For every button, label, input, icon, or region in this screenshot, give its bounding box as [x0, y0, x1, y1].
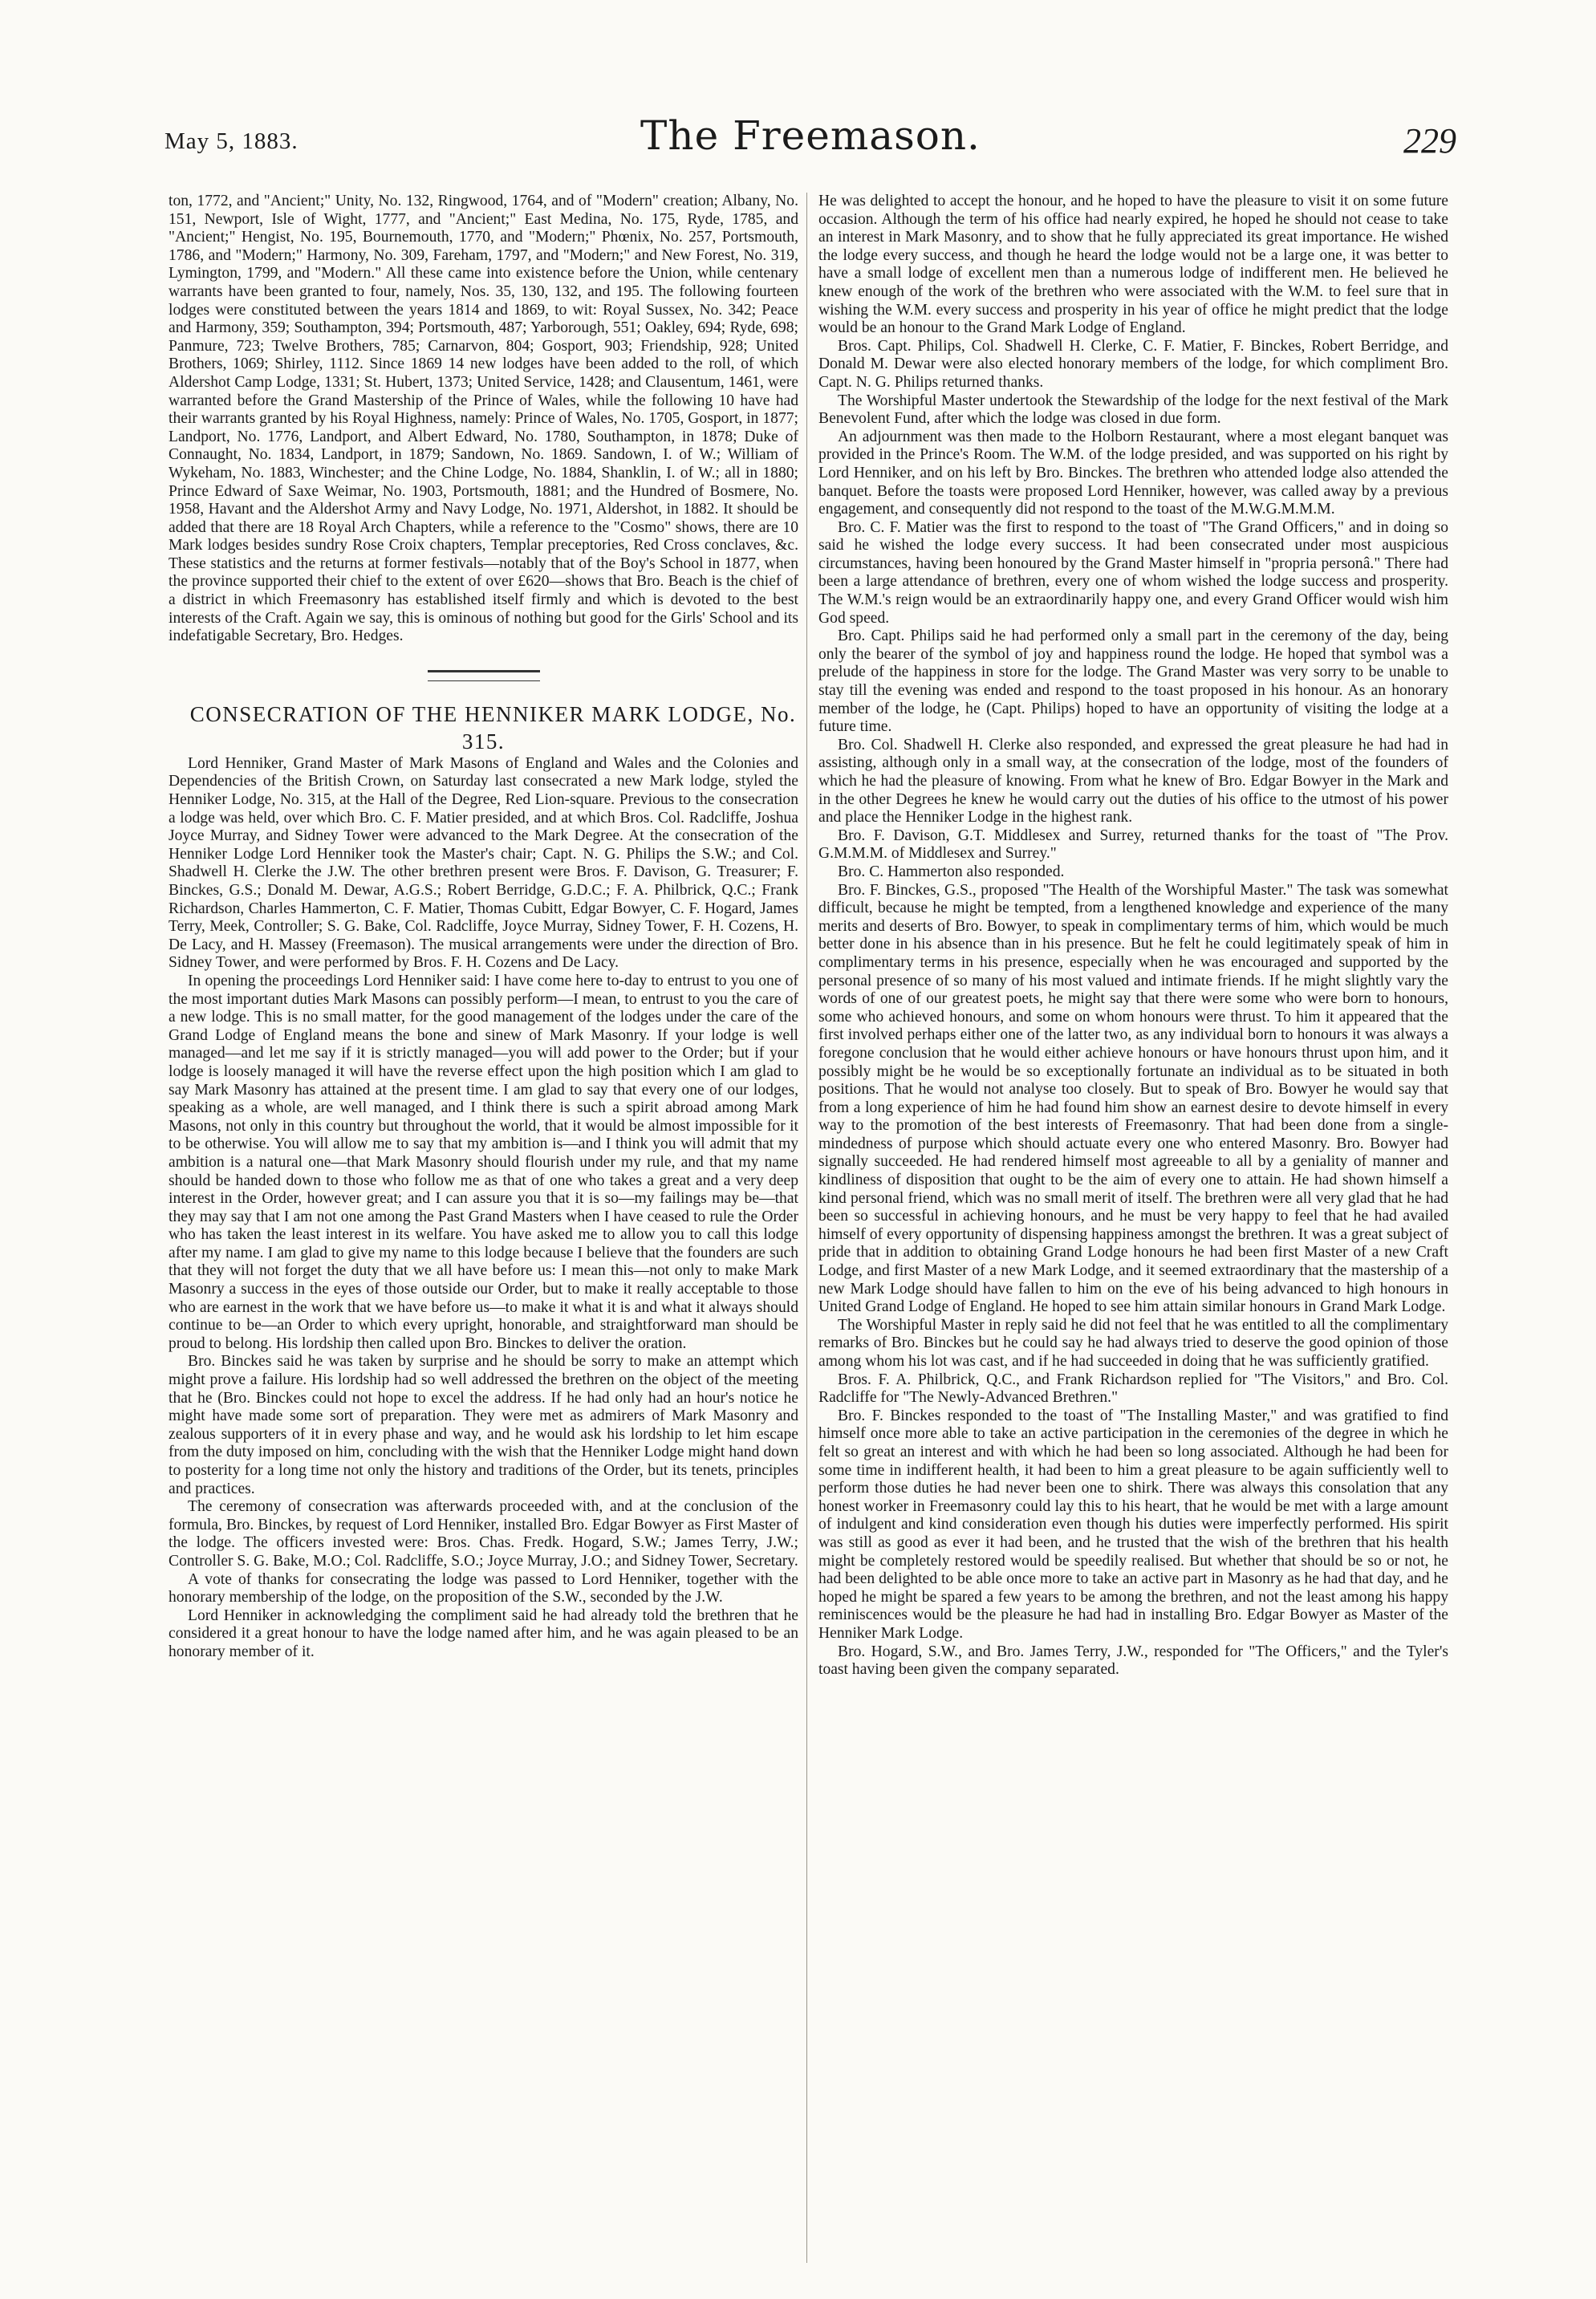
article-paragraph: He was delighted to accept the honour, and he hoped to have the pleasure to visit it on some future occasion. Although the term of his office had nearly expired, he hoped he should not cease to take an interest in Mark Masonry, and to show that he fully appreciated its great importance. He wished the lodge every success, and though he heard the lodge would not be a large one, it was better to have a small lodge of excellent men than a numerous lodge of indifferent men. He believed he knew enough of the work of the brethren who were associated with the W.M. to feel sure that in wishing the W.M. every success and prosperity in his year of office he might predict that the lodge would be an honour to the Grand Mark Lodge of England.	[818, 193, 1448, 337]
article-paragraph: The ceremony of consecration was afterwards proceeded with, and at the conclusion of the formula, Bro. Binckes, by request of Lord Henniker, installed Bro. Edgar Bowyer as First Master of the lodge. The officers invested were: Bros. Chas. Fredk. Hogard, S.W.; James Terry, J.W.; Controller S. G. Bake, M.O.; Col. Radcliffe, S.O.; Joyce Murray, J.O.; and Sidney Tower, Secretary.	[169, 1498, 798, 1570]
article-paragraph: Bros. Capt. Philips, Col. Shadwell H. Clerke, C. F. Matier, F. Binckes, Robert Berridge, and Donald M. Dewar were also elected honorary members of the lodge, for which compliment Bro. Capt. N. G. Philips returned thanks.	[818, 337, 1448, 391]
article-paragraph: Bro. F. Davison, G.T. Middlesex and Surrey, returned thanks for the toast of "The Prov. G.M.M.M. of Middlesex and Surrey."	[818, 827, 1448, 863]
article-headline: CONSECRATION OF THE HENNIKER MARK LODGE, No. 315.	[189, 701, 797, 753]
article-paragraph: Bros. F. A. Philbrick, Q.C., and Frank Richardson replied for "The Visitors," and Bro. Col. Radcliffe for "The Newly-Advanced Brethren."	[818, 1371, 1448, 1407]
right-column	[818, 193, 1448, 2263]
column-rule	[806, 193, 807, 2263]
issue-date: May 5, 1883.	[164, 128, 298, 154]
article-paragraph: An adjournment was then made to the Holborn Restaurant, where a most elegant banquet was provided in the Prince's Room. The W.M. of the lodge presided, and was supported on his right by Lord Henniker, and on his left by Bro. Binckes. The brethren who attended lodge also attended the banquet. Before the toasts were proposed Lord Henniker, however, was called away by a previous engagement, and consequently did not respond to the toast of the M.W.G.M.M.M.	[818, 428, 1448, 518]
newspaper-title: The Freemason.	[640, 112, 981, 159]
article-paragraph: Bro. Col. Shadwell H. Clerke also responded, and expressed the great pleasure he had had in assisting, although only in a small way, at the consecration of the lodge, most of the founders of which he had the pleasure of knowing. From what he knew of Bro. Edgar Bowyer in the Mark and in the other Degrees he knew he would carry out the duties of his office to the utmost of his power and place the Henniker Lodge in the highest rank.	[818, 736, 1448, 827]
article-paragraph: The Worshipful Master in reply said he did not feel that he was entitled to all the complimentary remarks of Bro. Binckes but he could say he had always tried to deserve the good opinion of those among whom his lot was cast, and if he had succeeded in doing that he was sufficiently gratified.	[818, 1316, 1448, 1370]
masthead	[164, 112, 1456, 177]
article-paragraph: Bro. C. F. Matier was the first to respond to the toast of "The Grand Officers," and in doing so said he wished the lodge every success. It had been consecrated under most auspicious circumstances, having been honoured by the Grand Master himself in "propria personâ." There had been a large attendance of brethren, every one of whom wished the lodge success and prosperity. The W.M.'s reign would be an extraordinarily happy one, and every Grand Officer would wish him God speed.	[818, 518, 1448, 627]
article-paragraph: Bro. F. Binckes responded to the toast of "The Installing Master," and was gratified to find himself once more able to take an active participation in the ceremonies of the degree in which he felt so great an interest and with which he had been so long associated. Although he had been for some time in indifferent health, it had been to him a great pleasure to be again sufficiently well to perform those duties he had never been one to shirk. There was always this consolation that any honest worker in Freemasonry could lay this to his heart, that he would be met with a large amount of indulgent and kind consideration even though his duties were imperfectly performed. His spirit was still as good as ever it had been, and he trusted that the wish of the brethren that his health might be completely restored would be speedily realised. But whether that should be so or not, he had been delighted to be able once more to take an active part in Masonry as he had that day, and he hoped he might be spared a few years to be among the brethren, and not the least among his happy reminiscences would be the pleasure he had had in installing Bro. Edgar Bowyer as Master of the Henniker Mark Lodge.	[818, 1407, 1448, 1642]
article-paragraph: Bro. C. Hammerton also responded.	[838, 863, 1065, 880]
article-paragraph: Lord Henniker, Grand Master of Mark Masons of England and Wales and the Colonies and Dependencies of the British Crown, on Saturday last consecrated a new Mark lodge, styled the Henniker Lodge, No. 315, at the Hall of the Degree, Red Lion-square. Previous to the consecration a lodge was held, over which Bro. C. F. Matier presided, and at which Bros. Col. Radcliffe, Joshua Joyce Murray, and Sidney Tower were advanced to the Mark Degree. At the consecration of the Henniker Lodge Lord Henniker took the Master's chair; Capt. N. G. Philips the S.W.; and Col. Shadwell H. Clerke the J.W. The other brethren present were Bros. F. Davison, G. Treasurer; F. Binckes, G.S.; Donald M. Dewar, A.G.S.; Robert Berridge, G.D.C.; F. A. Philbrick, Q.C.; Frank Richardson, Charles Hammerton, C. F. Matier, Thomas Cubitt, Edgar Bowyer, C. F. Hogard, James Terry, Meek, Controller; S. G. Bake, Col. Radcliffe, Joyce Murray, Sidney Tower, F. H. Cozens, H. De Lacy, and H. Massey (Freemason). The musical arrangements were under the direction of Bro. Sidney Tower, and were performed by Bros. F. H. Cozens and De Lacy.	[169, 754, 798, 972]
continued-paragraph: ton, 1772, and "Ancient;" Unity, No. 132, Ringwood, 1764, and of "Modern" creation; Albany, No. 151, Newport, Isle of Wight, 1777, and "Ancient;" East Medina, No. 175, Ryde, 1785, and "Ancient;" Hengist, No. 195, Bournemouth, 1770, and "Modern;" Phœnix, No. 257, Portsmouth, 1786, and "Modern;" Harmony, No. 309, Fareham, 1797, and "Modern;" and New Forest, No. 319, Lymington, 1799, and "Modern." All these came into existence before the Union, while centenary warrants have been granted to four, namely, Nos. 35, 130, 132, and 195. The following fourteen lodges were constituted between the years 1814 and 1869, to wit: Royal Sussex, No. 342; Peace and Harmony, 359; Southampton, 394; Portsmouth, 487; Yarborough, 551; Oakley, 694; Ryde, 698; Panmure, 723; Twelve Brothers, 785; Carnarvon, 804; Gosport, 903; Friendship, 928; United Brothers, 1069; Shirley, 1112. Since 1869 14 new lodges have been added to the roll, of which Aldershot Camp Lodge, 1331; St. Hubert, 1373; United Service, 1428; and Clausentum, 1461, were warranted before the Grand Mastership of the Prince of Wales, while the following 10 have had their warrants granted by his Royal Highness, namely: Prince of Wales, No. 1705, Gosport, in 1877; Landport, No. 1776, Landport, and Albert Edward, No. 1780, Southampton, in 1878; Duke of Connaught, No. 1834, Landport, in 1879; Sandown, No. 1869. Sandown, I. of W.; William of Wykeham, No. 1883, Winchester; and the Chine Lodge, No. 1884, Shanklin, I. of W.; all in 1880; Prince Edward of Saxe Weimar, No. 1903, Portsmouth, 1881; and the Hundred of Bosmere, No. 1958, Havant and the Aldershot Army and Navy Lodge, No. 1971, Aldershot, in 1882. It should be added that there are 18 Royal Arch Chapters, while a reference to the "Cosmo" shows, there are 10 Mark lodges besides sundry Rose Croix chapters, Templar preceptories, Red Cross conclaves, &c. These statistics and the returns at former festivals—notably that of the Boy's School in 1877, when the province supported their chief to the extent of over £620—shows that Bro. Beach is the chief of a district in which Freemasonry has established itself firmly and which is devoted to the best interests of the Craft. Again we say, this is ominous of nothing but good for the Girls' School and its indefatigable Secretary, Bro. Hedges.	[169, 193, 798, 645]
article-paragraph: Bro. Binckes said he was taken by surprise and he should be sorry to make an attempt which might prove a failure. His lordship had so well addressed the brethren on the object of the meeting that he (Bro. Binckes could not hope to excel the address. If he had only had an hour's notice he might have made some sort of preparation. They were met as admirers of Mark Masonry and zealous supporters of it in every phase and way, and he would ask his lordship to let him escape from the duty imposed on him, concluding with the wish that the Henniker Lodge might hand down to posterity for a long time not only the history and traditions of the Order, but its tenets, principles and practices.	[169, 1353, 798, 1497]
page-number: 229	[1403, 121, 1456, 160]
article-paragraph: Bro. Hogard, S.W., and Bro. James Terry, J.W., responded for "The Officers," and the Tyler's toast having been given the company separated.	[818, 1643, 1448, 1679]
left-column	[169, 193, 798, 2263]
article-paragraph: Bro. Capt. Philips said he had performed only a small part in the ceremony of the day, being only the bearer of the symbol of joy and happiness round the lodge. He hoped that symbol was a prelude of the happiness in store for the lodge. The Grand Master was very sorry to be unable to stay till the evening was ended and respond to the toast proposed in his honour. As an honorary member of the lodge, he (Capt. Philips) hoped to have an opportunity of visiting the lodge at a future time.	[818, 628, 1448, 736]
article-paragraph: The Worshipful Master undertook the Stewardship of the lodge for the next festival of the Mark Benevolent Fund, after which the lodge was closed in due form.	[818, 392, 1448, 428]
section-divider	[428, 670, 540, 681]
article-paragraph: In opening the proceedings Lord Henniker said: I have come here to-day to entrust to you one of the most important duties Mark Masons can possibly perform—I mean, to entrust to you the care of a new lodge. This is no small matter, for the good management of the lodges under the care of the Grand Lodge of England means the bone and sinew of Mark Masonry. If your lodge is well managed—and let me say if it is strictly managed—you will add power to the Order; but if your lodge is loosely managed it will have the reverse effect upon the high position which I am glad to say Mark Masonry has attained at the present time. I am glad to say that every one of our lodges, speaking as a whole, are well managed, and I think there is such a spirit abroad among Mark Masons, not only in this country but throughout the world, that it would be almost impossible for it to be otherwise. You will allow me to say that my ambition is—and I think you will admit that my ambition is a natural one—that Mark Masonry should flourish under my rule, and that my name should be handed down to those who follow me as that of one who takes a great and a very deep interest in the Order, however great; and I can assure you that it is so—my failings may be—that they may say that I am not one among the Past Grand Masters when I have ceased to rule the Order who has taken the least interest in its welfare. You have asked me to allow you to call this lodge after my name. I am glad to give my name to this lodge because I believe that the founders are such that they will not forget the duty that we all have before us: I mean this—not only to make Mark Masonry a success in the eyes of those outside our Order, but to make it really acceptable to those who are earnest in the work that we have before us—to make it what it is and what it always should continue to be—an Order to which every upright, honorable, and straightforward man should be proud to belong. His lordship then called upon Bro. Binckes to deliver the oration.	[169, 972, 798, 1352]
article-paragraph: Bro. F. Binckes, G.S., proposed "The Health of the Worshipful Master." The task was somewhat difficult, because he might be tempted, from a lengthened knowledge and experience of the many merits and deserts of Bro. Bowyer, to speak in complimentary terms of him, which would be much better done in his absence than in his presence. But he felt he could legitimately speak of him in complimentary terms in his presence, especially when he was encouraged and supported by the personal presence of so many of his most valued and intimate friends. If he might slightly vary the words of one of our greatest poets, he might say that there were some who were born to honours, some who achieved honours, and some on whom honours were thrust. To him it appeared that the first involved perhaps either one of the latter two, as any individual born to honours it was always a foregone conclusion that he would either achieve honours or have honours thrust upon him, and it possibly might be he would be so exceptionally fortunate an individual as to be situated in both positions. That he would not analyse too closely. But to speak of Bro. Bowyer he would say that from a long experience of him he had found him show an earnest desire to devote himself in every way to the promotion of the best interests of Freemasonry. That had been done from a single-mindedness of purpose which should actuate every one who entered Masonry. Bro. Bowyer had signally succeeded. He had rendered himself most agreeable to all by a geniality of manner and kindliness of disposition that ought to be the aim of every one to attain. He had shown himself a kind personal friend, which was no small merit of itself. The brethren were all very glad that he had been so successful in achieving honours, and he must be very happy to feel that he had availed himself of every opportunity of dispensing happiness amongst the brethren. It was a great subject of pride that in addition to obtaining Grand Lodge honours he had been first Master of a new Craft Lodge, and first Master of a new Mark Lodge, and it seemed extraordinary that the mastership of a new Mark Lodge should have fallen to him on the eve of his being advanced to high honours in United Grand Lodge of England. He hoped to see him attain similar honours in Grand Mark Lodge.	[818, 881, 1448, 1316]
article-paragraph: Lord Henniker in acknowledging the compliment said he had already told the brethren that he considered it a great honour to have the lodge named after him, and he was again pleased to be an honorary member of it.	[169, 1606, 798, 1660]
article-paragraph: A vote of thanks for consecrating the lodge was passed to Lord Henniker, together with the honorary membership of the lodge, on the proposition of the S.W., seconded by the J.W.	[169, 1570, 798, 1606]
